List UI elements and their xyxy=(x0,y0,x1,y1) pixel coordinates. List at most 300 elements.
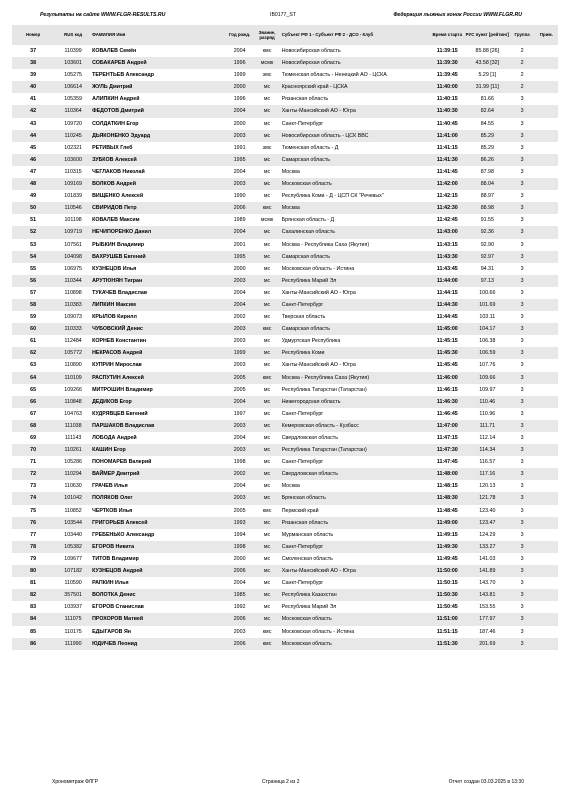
note-cell xyxy=(535,178,558,190)
name-cell: НЕКРАСОВ Андрей xyxy=(92,347,225,359)
start-time-cell: 11:44:30 xyxy=(429,299,465,311)
rank-cell: мс xyxy=(254,299,279,311)
birth-year-cell: 1990 xyxy=(233,193,246,200)
region-cell: Московская область xyxy=(280,178,430,190)
rank-cell: мс xyxy=(263,459,271,466)
note-cell xyxy=(535,517,558,529)
group-cell: 2 xyxy=(520,72,524,79)
column-header-birth-year: Год рожд. xyxy=(225,25,255,45)
name-cell: КУДРЯВЦЕВ Евгений xyxy=(92,410,148,417)
note-cell xyxy=(535,93,558,105)
rus-code-cell: 101198 xyxy=(64,217,82,224)
birth-year-cell: 2000 xyxy=(233,555,246,562)
name-cell: АРУТЮНЯН Тигран xyxy=(92,275,225,287)
start-time-cell: 11:51:15 xyxy=(436,628,458,635)
name-cell: КОВАЛЕВ Максим xyxy=(92,217,140,224)
note-cell xyxy=(535,214,558,226)
bib-cell: 41 xyxy=(30,96,37,103)
start-time-cell: 11:41:00 xyxy=(429,130,465,142)
start-time-cell: 11:50:30 xyxy=(429,589,465,601)
group-cell: 3 xyxy=(509,638,534,650)
points-cell: 94.31 xyxy=(480,265,494,272)
note-cell xyxy=(535,468,558,480)
rus-code-cell: 110852 xyxy=(64,507,82,514)
points-cell: 31.99 [11] xyxy=(465,81,509,93)
rus-code-cell: 101839 xyxy=(64,193,82,200)
points-cell: 109.97 xyxy=(479,386,496,393)
points-cell: 104.17 xyxy=(465,323,509,335)
rank-cell: мс xyxy=(254,589,279,601)
bib-cell: 52 xyxy=(12,226,54,238)
rank-cell: мс xyxy=(263,265,271,272)
points-cell: 82.64 xyxy=(465,105,509,117)
rus-code-cell: 109719 xyxy=(54,226,92,238)
birth-year-cell: 2004 xyxy=(233,435,246,441)
region-cell: Московская область xyxy=(280,638,430,650)
rank-cell: змс xyxy=(262,144,272,151)
bib-cell: 74 xyxy=(12,492,54,504)
start-time-cell: 11:43:45 xyxy=(436,265,458,272)
table-row xyxy=(12,468,558,480)
rus-code-cell: 103601 xyxy=(54,57,92,69)
table-row xyxy=(12,529,558,541)
group-cell: 2 xyxy=(520,48,524,54)
group-cell: 3 xyxy=(520,628,524,635)
region-cell: Республика Татарстан (Татарстан) xyxy=(280,444,430,456)
start-time-cell: 11:48:15 xyxy=(436,483,458,490)
name-cell: ПОЛЯКОВ Олег xyxy=(92,492,225,504)
birth-year-cell: 2003 xyxy=(233,362,246,369)
table-row xyxy=(12,299,558,311)
table-row xyxy=(12,359,558,371)
bib-cell: 51 xyxy=(30,217,37,224)
table-row xyxy=(12,408,558,420)
table-row xyxy=(12,154,558,166)
rus-code-cell: 110315 xyxy=(64,168,82,175)
region-cell: Республика Коми xyxy=(280,347,430,359)
bib-cell: 86 xyxy=(12,638,54,650)
note-cell xyxy=(535,323,558,335)
bib-cell: 78 xyxy=(12,541,54,553)
rus-code-cell: 104763 xyxy=(64,410,82,417)
table-row xyxy=(12,81,558,93)
table-row xyxy=(12,275,558,287)
note-cell xyxy=(535,347,558,359)
points-cell: 109.66 xyxy=(465,372,509,384)
group-cell: 3 xyxy=(520,531,524,538)
start-list-table xyxy=(12,25,558,650)
region-cell: Москва xyxy=(281,168,300,175)
bib-cell: 66 xyxy=(12,396,54,408)
start-time-cell: 11:44:15 xyxy=(436,289,458,296)
rank-cell: мс xyxy=(263,580,271,587)
points-cell: 5.29 [1] xyxy=(478,72,497,79)
rus-code-cell: 110333 xyxy=(54,323,92,335)
bib-cell: 61 xyxy=(30,338,37,345)
bib-cell: 83 xyxy=(30,604,37,611)
rus-code-cell: 110890 xyxy=(64,362,82,369)
start-time-cell: 11:49:45 xyxy=(436,555,458,562)
table-row xyxy=(12,492,558,504)
bib-cell: 57 xyxy=(30,289,37,296)
region-cell: Рязанская область xyxy=(280,517,430,529)
rus-code-cell: 105359 xyxy=(64,96,82,103)
column-header-points: РУС пункт [рейтинг] xyxy=(465,25,509,45)
points-cell: 120.13 xyxy=(479,483,496,490)
table-row xyxy=(12,190,558,202)
birth-year-cell: 1995 xyxy=(225,154,255,166)
region-cell: Санкт-Петербург xyxy=(281,459,324,466)
note-cell xyxy=(535,553,558,565)
start-time-cell: 11:44:45 xyxy=(436,314,458,321)
bib-cell: 60 xyxy=(12,323,54,335)
region-cell: Республика Татарстан (Татарстан) xyxy=(281,386,367,393)
region-cell: Республика Марий Эл xyxy=(280,275,430,287)
table-row xyxy=(12,142,558,154)
region-cell: Тверская область xyxy=(281,314,326,321)
rus-code-cell: 110898 xyxy=(64,289,82,296)
rank-cell: мс xyxy=(263,96,271,103)
note-cell xyxy=(535,565,558,577)
birth-year-cell: 2004 xyxy=(233,168,246,175)
results-site-link[interactable]: Результаты на сайте WWW.FLGR-RESULTS.RU xyxy=(40,12,166,18)
table-row xyxy=(12,613,558,625)
column-header-number: Номер xyxy=(12,25,54,45)
table-row xyxy=(12,384,558,396)
name-cell: РАСПУТИН Алексей xyxy=(92,372,225,384)
birth-year-cell: 2003 xyxy=(225,178,255,190)
name-cell: КОРНЕВ Константин xyxy=(92,338,147,345)
table-row xyxy=(12,93,558,105)
points-cell: 97.13 xyxy=(465,275,509,287)
birth-year-cell: 2003 xyxy=(225,492,255,504)
group-cell: 3 xyxy=(520,289,524,296)
name-cell: КУЗНЕЦОВ Илья xyxy=(92,265,137,272)
region-cell: Сахалинская область xyxy=(280,226,430,238)
region-cell: Московская область xyxy=(280,613,430,625)
note-cell xyxy=(535,190,558,202)
birth-year-cell: 2004 xyxy=(233,483,246,490)
rus-code-cell: 107561 xyxy=(64,241,82,248)
bib-cell: 73 xyxy=(30,483,37,490)
rank-cell: мс xyxy=(254,565,279,577)
region-cell: Мурманская область xyxy=(281,531,334,538)
group-cell: 3 xyxy=(520,410,524,417)
region-cell: Республика Коми - Д - ЦСП СК "Речевых" xyxy=(281,193,384,200)
rus-code-cell: 110848 xyxy=(54,396,92,408)
birth-year-cell: 1996 xyxy=(225,57,255,69)
bib-cell: 47 xyxy=(30,168,37,175)
bib-cell: 58 xyxy=(12,299,54,311)
points-cell: 117.16 xyxy=(465,468,509,480)
group-cell: 3 xyxy=(509,468,534,480)
note-cell xyxy=(535,480,558,492)
name-cell: ВАХРУШЕВ Евгений xyxy=(92,251,225,263)
group-cell: 3 xyxy=(520,435,524,441)
start-time-cell: 11:40:00 xyxy=(429,81,465,93)
birth-year-cell: 2003 xyxy=(225,444,255,456)
note-cell xyxy=(535,589,558,601)
rus-code-cell: 111990 xyxy=(54,638,92,650)
points-cell: 177.97 xyxy=(465,613,509,625)
birth-year-cell: 1993 xyxy=(225,517,255,529)
note-cell xyxy=(535,239,558,251)
table-row xyxy=(12,601,558,613)
rank-cell: мс xyxy=(263,483,271,490)
start-time-cell: 11:45:45 xyxy=(436,362,458,369)
table-row xyxy=(12,565,558,577)
note-cell xyxy=(535,638,558,650)
points-cell: 143.81 xyxy=(465,589,509,601)
bib-cell: 84 xyxy=(12,613,54,625)
column-header-region: Субъект РФ 1 - Субъект РФ 2 - ДСО - Клуб xyxy=(280,25,430,45)
note-cell xyxy=(535,251,558,263)
start-time-cell: 11:45:30 xyxy=(429,347,465,359)
region-cell: Свердловская область xyxy=(281,435,338,441)
note-cell xyxy=(535,492,558,504)
note-cell xyxy=(535,577,558,589)
region-cell: Москва - Республика Саха (Якутия) xyxy=(281,241,370,248)
rank-cell: мс xyxy=(254,81,279,93)
group-cell: 2 xyxy=(509,57,534,69)
region-cell: Свердловская область xyxy=(280,468,430,480)
points-cell: 92.90 xyxy=(480,241,494,248)
bib-cell: 72 xyxy=(12,468,54,480)
name-cell: ДЬЯКОНЕНКО Эдуард xyxy=(92,130,225,142)
birth-year-cell: 2004 xyxy=(233,289,246,296)
column-header-rank: Звание, разряд xyxy=(254,25,279,45)
start-time-cell: 11:49:00 xyxy=(429,517,465,529)
start-time-cell: 11:47:15 xyxy=(436,435,458,441)
column-header-start-time: Время старта xyxy=(429,25,465,45)
rank-cell: мс xyxy=(254,251,279,263)
birth-year-cell: 1994 xyxy=(233,531,246,538)
birth-year-cell: 2003 xyxy=(225,420,255,432)
table-row xyxy=(12,480,558,492)
start-time-cell: 11:46:30 xyxy=(429,396,465,408)
note-cell xyxy=(535,81,558,93)
rank-cell: мсмк xyxy=(254,57,279,69)
rus-code-cell: 104098 xyxy=(54,251,92,263)
rus-code-cell: 109169 xyxy=(54,178,92,190)
column-header-group: Группа xyxy=(509,25,534,45)
group-cell: 3 xyxy=(509,323,534,335)
note-cell xyxy=(535,69,558,81)
region-cell: Красноярский край - ЦСКА xyxy=(280,81,430,93)
table-row xyxy=(12,347,558,359)
group-cell: 2 xyxy=(509,81,534,93)
rus-code-cell: 106975 xyxy=(64,265,82,272)
note-cell xyxy=(535,105,558,117)
birth-year-cell: 2000 xyxy=(233,265,246,272)
note-cell xyxy=(535,299,558,311)
start-time-cell: 11:39:30 xyxy=(429,57,465,69)
footer-report-date: Отчет создан 03.03.2025 в 13:30 xyxy=(448,779,524,785)
rus-code-cell: 105382 xyxy=(54,541,92,553)
bib-cell: 48 xyxy=(12,178,54,190)
table-row xyxy=(12,553,558,565)
points-cell: 187.46 xyxy=(479,628,496,635)
table-row xyxy=(12,45,558,57)
birth-year-cell: 2004 xyxy=(233,48,246,54)
rank-cell: мс xyxy=(254,468,279,480)
region-cell: Самарская область xyxy=(280,251,430,263)
region-cell: Москва xyxy=(280,202,430,214)
note-cell xyxy=(535,372,558,384)
points-cell: 114.34 xyxy=(465,444,509,456)
table-row xyxy=(12,118,558,130)
footer-timing: Хронометраж ФЛГР xyxy=(52,779,99,785)
name-cell: ВИЩЕНКО Алексей xyxy=(92,193,144,200)
rus-code-cell: 109266 xyxy=(64,386,82,393)
start-time-cell: 11:47:00 xyxy=(429,420,465,432)
region-cell: Новосибирская область xyxy=(281,48,341,54)
rank-cell: мс xyxy=(254,154,279,166)
group-cell: 3 xyxy=(520,314,524,321)
name-cell: ТЕРЕНТЬЕВ Александр xyxy=(92,72,155,79)
points-cell: 133.27 xyxy=(465,541,509,553)
start-time-cell: 11:41:15 xyxy=(436,144,458,151)
birth-year-cell: 1998 xyxy=(225,541,255,553)
table-row xyxy=(12,396,558,408)
bib-cell: 79 xyxy=(30,555,37,562)
name-cell: ЧУБОВСКИЙ Денис xyxy=(92,323,225,335)
name-cell: СОБАКАРЕВ Андрей xyxy=(92,57,225,69)
note-cell xyxy=(535,166,558,178)
birth-year-cell: 2002 xyxy=(225,468,255,480)
group-cell: 3 xyxy=(509,299,534,311)
bib-cell: 81 xyxy=(30,580,37,587)
points-cell: 88.97 xyxy=(480,193,494,200)
region-cell: Брянская область - Д xyxy=(281,217,335,224)
note-cell xyxy=(535,456,558,468)
note-cell xyxy=(535,202,558,214)
bib-cell: 53 xyxy=(30,241,37,248)
birth-year-cell: 2005 xyxy=(233,507,246,514)
table-row xyxy=(12,311,558,323)
points-cell: 86.26 xyxy=(465,154,509,166)
birth-year-cell: 1985 xyxy=(225,589,255,601)
points-cell: 103.11 xyxy=(479,314,496,321)
rus-code-cell: 109073 xyxy=(64,314,82,321)
rank-cell: мс xyxy=(263,338,271,345)
rank-cell: кмс xyxy=(254,323,279,335)
note-cell xyxy=(535,130,558,142)
bib-cell: 71 xyxy=(30,459,37,466)
birth-year-cell: 2001 xyxy=(233,241,246,248)
start-time-cell: 11:42:30 xyxy=(429,202,465,214)
bib-cell: 49 xyxy=(30,193,37,200)
group-cell: 3 xyxy=(520,193,524,200)
note-cell xyxy=(535,626,558,638)
table-row xyxy=(12,57,558,69)
region-cell: Ханты-Мансийский АО - Югра xyxy=(281,362,356,369)
bib-cell: 80 xyxy=(12,565,54,577)
group-cell: 3 xyxy=(520,580,524,587)
start-time-cell: 11:47:45 xyxy=(436,459,458,466)
rank-cell: кмс xyxy=(262,628,272,635)
bib-cell: 39 xyxy=(30,72,37,79)
region-cell: Москва - Республика Саха (Якутия) xyxy=(280,372,430,384)
table-row xyxy=(12,178,558,190)
points-cell: 110.96 xyxy=(479,410,496,417)
region-cell: Новосибирская область - ЦСК ВВС xyxy=(280,130,430,142)
rank-cell: мс xyxy=(263,435,271,441)
region-cell: Республика Казахстан xyxy=(280,589,430,601)
note-cell xyxy=(535,444,558,456)
start-time-cell: 11:49:30 xyxy=(429,541,465,553)
rank-cell: мс xyxy=(254,275,279,287)
points-cell: 92.97 xyxy=(465,251,509,263)
federation-site-link[interactable]: Федерация лыжных гонок России WWW.FLGR.RU xyxy=(393,12,522,18)
rus-code-cell: 110630 xyxy=(64,483,82,490)
name-cell: ЛИПКИН Максим xyxy=(92,299,225,311)
points-cell: 112.14 xyxy=(479,435,496,441)
group-cell: 3 xyxy=(509,154,534,166)
points-cell: 121.78 xyxy=(465,492,509,504)
note-cell xyxy=(535,408,558,420)
table-row xyxy=(12,420,558,432)
rank-cell: мс xyxy=(263,362,271,369)
group-cell: 3 xyxy=(520,604,524,611)
points-cell: 153.55 xyxy=(479,604,496,611)
region-cell: Санкт-Петербург xyxy=(281,410,324,417)
table-body xyxy=(12,45,558,650)
group-cell: 3 xyxy=(520,217,524,224)
bib-cell: 62 xyxy=(12,347,54,359)
points-cell: 81.66 xyxy=(480,96,494,103)
rank-cell: мс xyxy=(263,531,271,538)
table-header-row xyxy=(12,25,558,45)
rank-cell: кмс xyxy=(262,48,272,54)
rus-code-cell: 110399 xyxy=(64,48,82,54)
note-cell xyxy=(535,275,558,287)
name-cell: СОЛДАТКИН Егор xyxy=(92,120,139,127)
table-row xyxy=(12,239,558,251)
rank-cell: змс xyxy=(262,72,272,79)
group-cell: 3 xyxy=(509,517,534,529)
points-cell: 43.58 [32] xyxy=(465,57,509,69)
table-row xyxy=(12,214,558,226)
rus-code-cell: 112484 xyxy=(64,338,82,345)
region-cell: Ханты-Мансийский АО - Югра xyxy=(281,289,356,296)
name-cell: ГРАЧЕВ Илья xyxy=(92,483,128,490)
points-cell: 85.29 xyxy=(480,144,494,151)
note-cell xyxy=(535,154,558,166)
start-time-cell: 11:45:15 xyxy=(436,338,458,345)
table-row xyxy=(12,251,558,263)
start-time-cell: 11:41:45 xyxy=(436,168,458,175)
birth-year-cell: 2000 xyxy=(233,120,246,127)
name-cell: КУПРИН Мирослав xyxy=(92,362,142,369)
rus-code-cell: 103440 xyxy=(64,531,82,538)
birth-year-cell: 2003 xyxy=(225,323,255,335)
rank-cell: кмс xyxy=(254,202,279,214)
birth-year-cell: 2003 xyxy=(233,338,246,345)
bib-cell: 38 xyxy=(12,57,54,69)
table-row xyxy=(12,323,558,335)
name-cell: РЕТИВЫХ Глеб xyxy=(92,144,133,151)
bib-cell: 70 xyxy=(12,444,54,456)
region-cell: Санкт-Петербург xyxy=(281,580,324,587)
group-cell: 3 xyxy=(520,168,524,175)
bib-cell: 68 xyxy=(12,420,54,432)
table-row xyxy=(12,456,558,468)
birth-year-cell: 1995 xyxy=(225,251,255,263)
name-cell: ПОНОМАРЕВ Валерий xyxy=(92,459,152,466)
note-cell xyxy=(535,263,558,275)
rus-code-cell: 110590 xyxy=(64,580,82,587)
